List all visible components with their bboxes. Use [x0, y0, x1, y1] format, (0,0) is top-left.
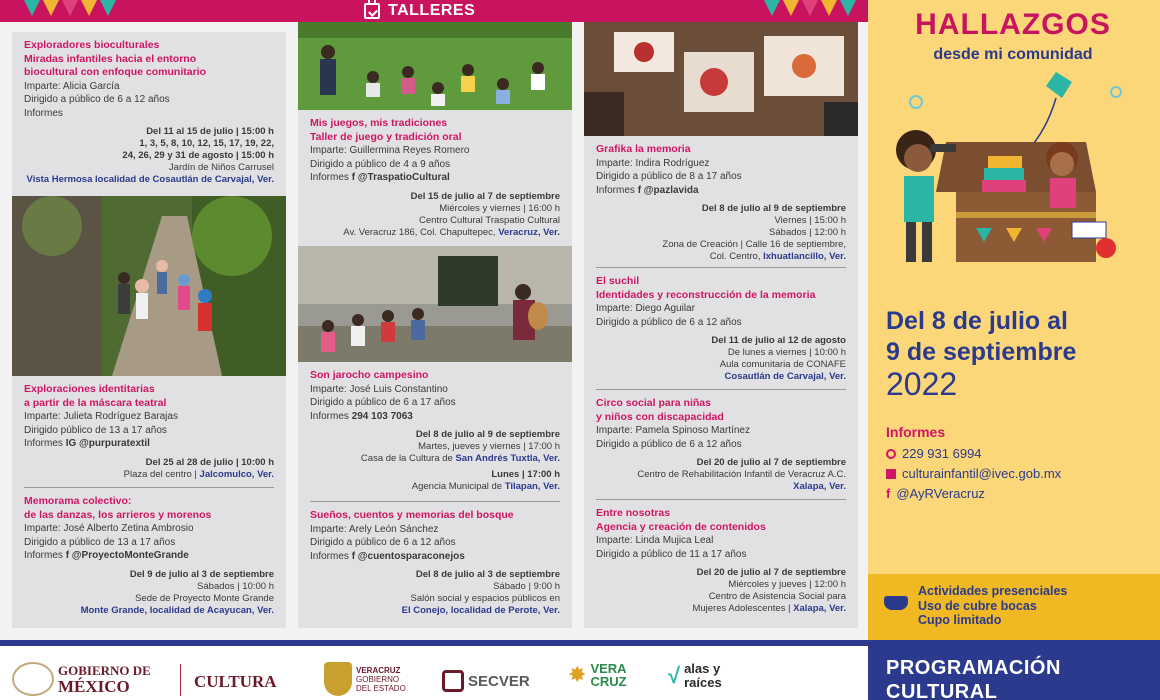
veracruz-star-icon: ✸	[568, 662, 587, 687]
workshop-schedule: Del 20 de julio al 7 de septiembre Miércoles y jueves | 12:00 h Centro de Asistencia Social para Mujeres Adolescentes | Xalapa, Ver.	[692, 567, 846, 614]
logo-veracruz: ✸ VERA CRUZ	[568, 661, 627, 689]
workshop-audience: Dirigido a público de 11 a 17 años	[596, 548, 747, 560]
workshop-schedule: Del 11 al 15 de julio | 15:00 h 1, 3, 5, 8, 10, 12, 15, 17, 19, 22, 24, 26, 29 y 31 de agosto | 15:00 h Jardín de Niños Carrusel Vista Hermosa localidad de Cosautlán de Carvajal, Ver.	[26, 126, 274, 185]
workshop-subtitle: de las danzas, los arrieros y morenos	[24, 508, 212, 521]
contact-title: Informes	[886, 424, 946, 440]
brand-title: HALLAZGOS	[915, 8, 1111, 41]
workshop-info: Informes 294 103 7063	[310, 410, 413, 422]
workshop-subtitle: Miradas infantiles hacia el entorno	[24, 52, 197, 65]
shield-icon	[324, 662, 352, 696]
event-dates: Del 8 de julio al 9 de septiembre	[886, 307, 1077, 366]
workshop-title: Circo social para niñas	[596, 397, 711, 409]
logo-secver: SECVER	[442, 670, 530, 692]
workshop-card-grafika	[584, 136, 858, 268]
workshop-schedule: Del 25 al 28 de julio | 10:00 h Plaza del centro | Jalcomulco, Ver.	[123, 456, 274, 480]
facebook-handle: f @pazlavida	[637, 184, 699, 196]
workshop-schedule: Del 11 de julio al 12 de agosto De lunes a viernes | 10:00 h Aula comunitaria de CONAFE Cosautlán de Carvajal, Ver.	[711, 335, 846, 382]
logo-veracruz-gobierno: VERACRUZ GOBIERNO DEL ESTADO	[324, 662, 406, 696]
workshop-card-exploraciones	[12, 376, 286, 488]
workshop-title: Son jarocho campesino	[310, 369, 429, 381]
contact-social[interactable]: f @AyRVeracruz	[886, 486, 985, 501]
facebook-handle: f @TraspatioCultural	[351, 172, 450, 183]
contact-email[interactable]: culturainfantil@ivec.gob.mx	[886, 466, 1061, 481]
calendar-check-icon	[364, 3, 380, 19]
secver-emblem-icon	[442, 670, 464, 692]
phone-icon	[886, 449, 896, 459]
workshop-title: Exploraciones identitarias	[24, 383, 155, 395]
seal-icon	[12, 662, 54, 696]
phone-number: 294 103 7063	[351, 410, 413, 422]
workshop-subtitle: Taller de juego y tradición oral	[310, 130, 462, 143]
illustration-treasure-chest	[876, 72, 1152, 298]
workshop-audience: Dirigido a público de 4 a 9 años	[310, 158, 451, 170]
logo-gobierno-mexico: GOBIERNO DE MÉXICO	[12, 662, 151, 696]
workshop-subtitle: Identidades y reconstrucción de la memoria	[596, 288, 816, 301]
workshop-instructor: Imparte: Arely León Sánchez	[310, 523, 439, 535]
workshop-audience: Dirigido a público de 6 a 12 años	[596, 438, 742, 450]
facebook-handle: f @cuentosparaconejos	[351, 550, 465, 562]
workshop-audience: Dirigido a público de 6 a 12 años	[310, 537, 456, 548]
workshop-info: Informes f @ProyectoMonteGrande	[24, 550, 189, 561]
photo-children-game	[298, 22, 572, 110]
logo-cultura: CULTURA	[194, 672, 277, 691]
workshop-instructor: Imparte: Diego Aguilar	[596, 303, 695, 314]
workshop-schedule: Del 9 de julio al 3 de septiembre Sábados | 10:00 h Sede de Proyecto Monte Grande Monte Grande, localidad de Acayucan, Ver.	[80, 568, 274, 616]
workshop-subtitle: a partir de la máscara teatral	[24, 396, 167, 409]
workshop-info: Informes	[24, 107, 63, 119]
facebook-handle: f @ProyectoMonteGrande	[65, 550, 189, 561]
workshop-info: Informes f @TraspatioCultural	[310, 172, 450, 183]
poster-panel	[868, 0, 1160, 640]
workshop-info: Informes f @pazlavida	[596, 184, 699, 196]
section-title: TALLERES	[364, 0, 475, 22]
programacion-banner	[868, 640, 1160, 700]
workshop-title: Mis juegos, mis tradiciones	[310, 117, 448, 129]
workshop-instructor: Imparte: Indira Rodríguez	[596, 157, 710, 169]
workshop-instructor: Imparte: Julieta Rodríguez Barajas	[24, 411, 178, 422]
bunting-decoration	[24, 0, 119, 16]
event-year: 2022	[886, 366, 958, 402]
logo-separator	[180, 664, 181, 696]
bunting-decoration	[764, 0, 859, 16]
workshop-schedule: Del 15 de julio al 7 de septiembre Miércoles y viernes | 16:00 h Centro Cultural Traspatio Cultural Av. Veracruz 186, Col. Chapultepec, Veracruz, Ver.	[343, 190, 560, 238]
workshop-card-suchil	[584, 268, 858, 390]
workshop-instructor: Imparte: Linda Mujica Leal	[596, 535, 714, 546]
workshop-title: Exploradores bioculturales	[24, 39, 160, 51]
workshop-instructor: Imparte: José Alberto Zetina Ambrosio	[24, 523, 194, 534]
workshop-title: Sueños, cuentos y memorias del bosque	[310, 509, 514, 521]
workshop-card-circo	[584, 390, 858, 500]
workshop-card-memorama	[12, 488, 286, 628]
workshop-audience: Dirigido público de 13 a 17 años	[24, 424, 167, 436]
workshop-title: Entre nosotras	[596, 507, 671, 519]
workshop-info: Informes f @cuentosparaconejos	[310, 550, 465, 562]
workshop-subtitle: Agencia y creación de contenidos	[596, 520, 766, 533]
workshop-instructor: Imparte: Guillermina Reyes Romero	[310, 145, 470, 156]
workshop-audience: Dirigido a público de 6 a 12 años	[596, 316, 742, 328]
notice-text: Actividades presenciales Uso de cubre bocas Cupo limitado	[918, 584, 1068, 627]
alas-leaf-icon: √	[668, 663, 681, 688]
instagram-handle: IG @purpuratextil	[65, 438, 150, 449]
programacion-title: PROGRAMACIÓN CULTURAL	[886, 657, 1061, 700]
workshop-card-misjuegos	[298, 110, 572, 246]
facebook-icon: f	[886, 486, 891, 501]
workshop-schedule: Del 8 de julio al 3 de septiembre Sábado | 9:00 h Salón social y espacios públicos en El Conejo, localidad de Perote, Ver.	[401, 569, 560, 616]
brand-subtitle: desde mi comunidad	[933, 46, 1093, 63]
workshop-subtitle: y niños con discapacidad	[596, 410, 724, 423]
workshop-schedule: Del 8 de julio al 9 de septiembre Viernes | 15:00 h Sábados | 12:00 h Zona de Creación | Calle 16 de septiembre, Col. Centro, Ixhuatlancillo, Ver.	[662, 203, 846, 262]
mail-icon	[886, 469, 896, 479]
workshop-title: El suchil	[596, 275, 640, 287]
workshop-card-suenos	[298, 502, 572, 628]
workshop-title: Grafika la memoria	[596, 143, 691, 155]
header-band	[0, 0, 868, 22]
workshop-instructor: Imparte: Alicia García	[24, 80, 120, 92]
face-mask-icon	[884, 596, 908, 610]
workshop-schedule: Del 20 de julio al 7 de septiembre Centro de Rehabilitación Infantil de Veracruz A.C. Xalapa, Ver.	[637, 457, 846, 492]
workshop-instructor: Imparte: José Luis Constantino	[310, 383, 448, 395]
workshop-card-exploradores	[12, 32, 286, 196]
workshop-audience: Dirigido a público de 13 a 17 años	[24, 536, 176, 548]
workshop-info: Informes IG @purpuratextil	[24, 438, 150, 449]
workshop-card-entre	[584, 500, 858, 628]
workshop-audience: Dirigido a público de 8 a 17 años	[596, 171, 742, 182]
photo-printmaking	[584, 22, 858, 136]
workshop-title: Memorama colectivo:	[24, 495, 132, 507]
workshop-audience: Dirigido a público de 6 a 17 años	[310, 397, 456, 408]
workshop-card-sonjarocho	[298, 362, 572, 502]
workshop-instructor: Imparte: Pamela Spinoso Martínez	[596, 425, 750, 436]
workshop-audience: Dirigido a público de 6 a 12 años	[24, 94, 170, 105]
photo-son-jarocho	[298, 246, 572, 362]
photo-forest-path	[12, 196, 286, 376]
logo-alas-y-raices: √ alas y raíces	[668, 661, 722, 690]
contact-phone[interactable]: 229 931 6994	[886, 446, 982, 461]
workshop-subtitle: biocultural con enfoque comunitario	[24, 66, 207, 78]
workshop-schedule: Del 8 de julio al 9 de septiembre Martes, jueves y viernes | 17:00 h Casa de la Cultura de San Andrés Tuxtla, Ver. Lunes | 17:00 h Agencia Municipal de Tilapan, Ver.	[360, 429, 560, 492]
